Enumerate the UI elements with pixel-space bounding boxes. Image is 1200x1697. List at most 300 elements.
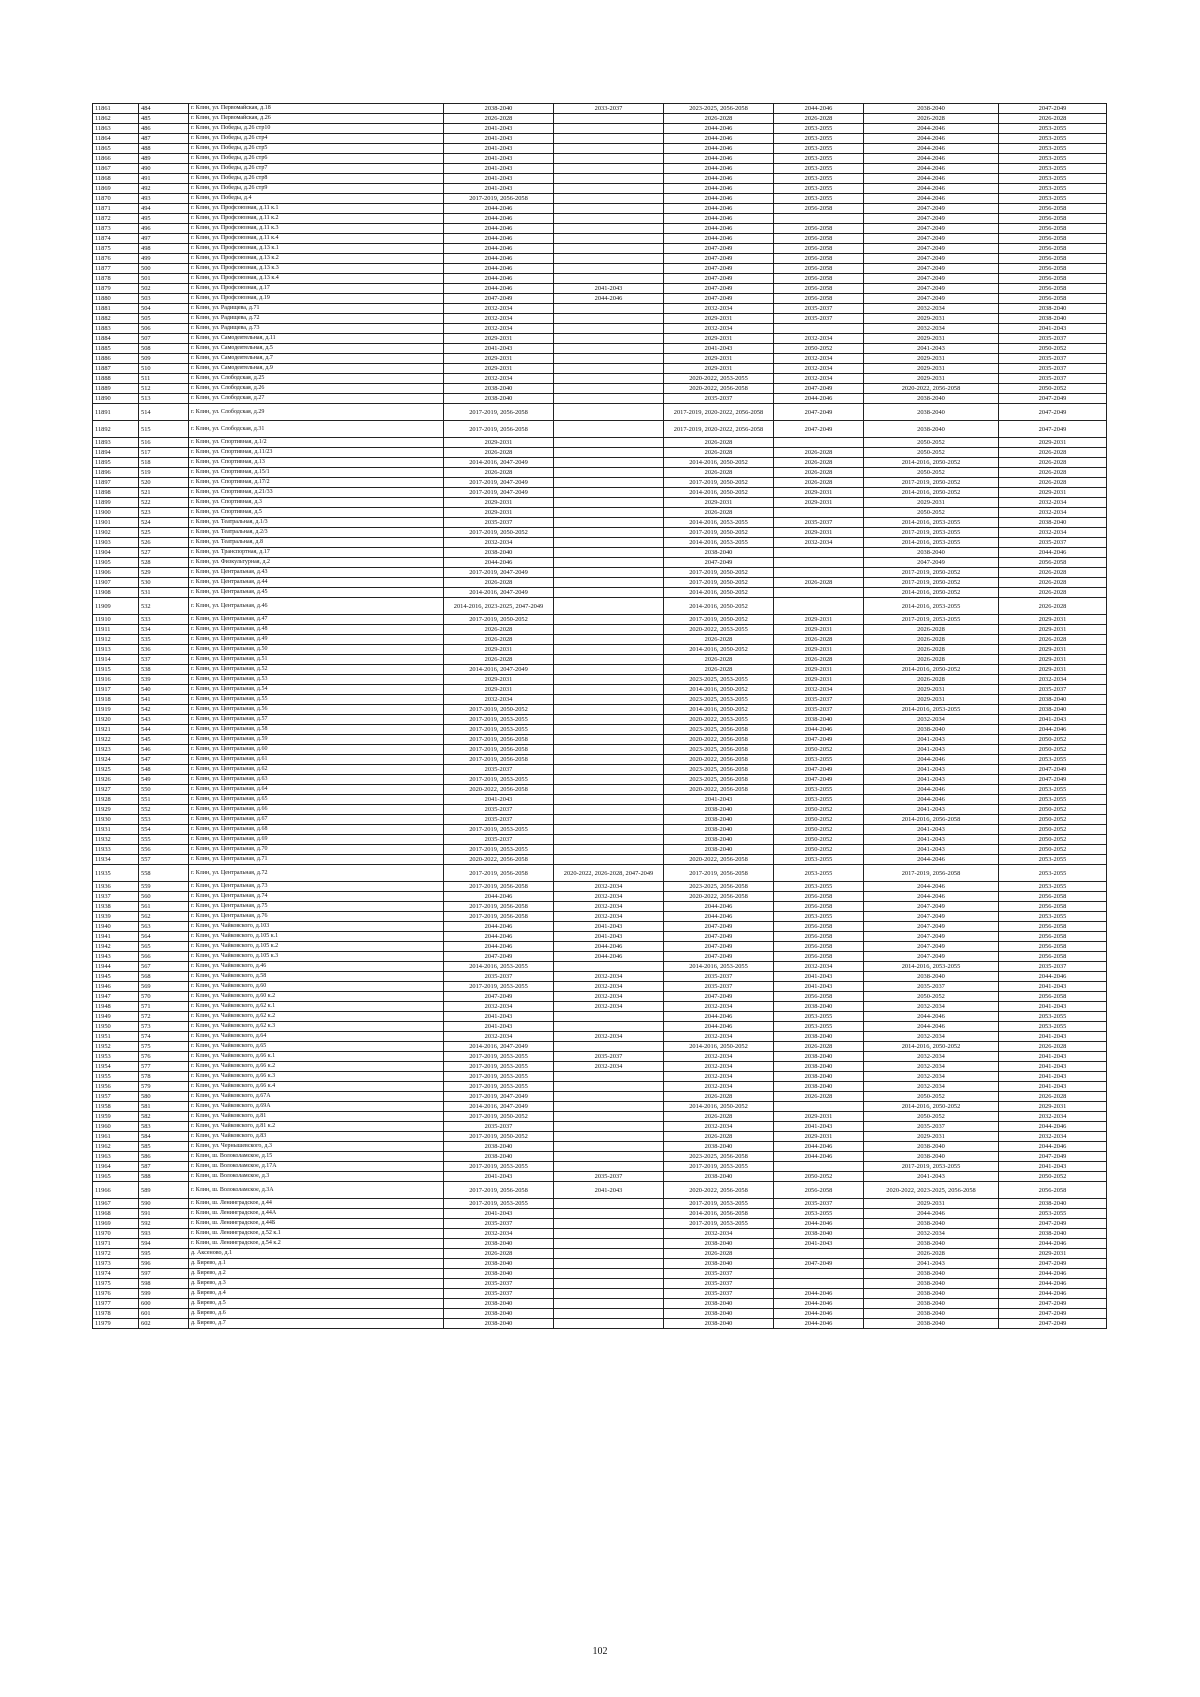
table-row [93,558,1107,568]
table-cell: г. Клин, ш. Ленинградское, д.44А [189,1209,444,1219]
table-cell: 2038-2040 [864,1269,999,1279]
table-cell: 2023-2025, 2056-2058 [664,104,774,114]
table-cell: 2056-2058 [999,254,1107,264]
table-cell: 2053-2055 [774,164,864,174]
table-cell: 2017-2019, 2053-2055 [444,825,554,835]
table-cell: 2047-2049 [864,902,999,912]
table-cell: 2035-2037 [774,705,864,715]
table-cell: 11976 [93,1289,139,1299]
table-cell: 2014-2016, 2056-2058 [664,1209,774,1219]
table-cell [554,314,664,324]
table-cell: г. Клин, ул. Центральная, д.67 [189,815,444,825]
table-cell: 2017-2019, 2050-2052 [444,705,554,715]
table-cell: 500 [139,264,189,274]
table-cell: 2041-2043 [444,154,554,164]
table-cell: г. Клин, ул. Чайковского, д.105 к.2 [189,942,444,952]
table-cell: г. Клин, ул. Театральная, д.2/3 [189,528,444,538]
table-cell: 2056-2058 [999,234,1107,244]
table-cell: 2047-2049 [664,284,774,294]
table-cell: 2026-2028 [664,1092,774,1102]
table-cell: 557 [139,855,189,865]
table-cell: 2041-2043 [999,324,1107,334]
table-cell: 2056-2058 [774,224,864,234]
table-cell: 2017-2019, 2056-2058 [444,882,554,892]
table-cell [554,224,664,234]
table-cell: 2038-2040 [774,1072,864,1082]
table-cell [774,324,864,334]
table-cell: 11877 [93,264,139,274]
table-cell: 11968 [93,1209,139,1219]
table-row [93,805,1107,815]
table-cell: 11977 [93,1299,139,1309]
table-cell: 2029-2031 [444,508,554,518]
table-cell: 549 [139,775,189,785]
table-cell: 516 [139,438,189,448]
table-cell [554,1259,664,1269]
table-cell: 2044-2046 [864,144,999,154]
table-cell: 11940 [93,922,139,932]
table-cell: 514 [139,404,189,421]
table-cell: 11893 [93,438,139,448]
table-row [93,294,1107,304]
table-cell: 2017-2019, 2050-2052 [864,578,999,588]
table-cell [554,1289,664,1299]
table-row [93,164,1107,174]
table-cell: 2041-2043 [864,1172,999,1182]
table-cell: 484 [139,104,189,114]
table-cell: 2026-2028 [774,114,864,124]
table-cell: 2047-2049 [864,922,999,932]
table-cell: 2026-2028 [999,448,1107,458]
table-cell: 2050-2052 [999,845,1107,855]
table-cell: г. Клин, ул. Центральная, д.50 [189,645,444,655]
table-cell: 11936 [93,882,139,892]
table-cell: 2014-2016, 2050-2052 [864,488,999,498]
table-cell [554,458,664,468]
table-cell [554,962,664,972]
table-cell: 2014-2016, 2056-2058 [864,815,999,825]
table-cell: 11939 [93,912,139,922]
table-cell: 11955 [93,1072,139,1082]
table-cell: г. Клин, ул. Центральная, д.56 [189,705,444,715]
table-cell: 2044-2046 [664,194,774,204]
table-cell: г. Клин, ул. Чайковского, д.69А [189,1102,444,1112]
table-cell: 2047-2049 [999,1309,1107,1319]
table-cell: г. Клин, ул. Профсоюзная, д.11 к.2 [189,214,444,224]
table-cell: 11882 [93,314,139,324]
table-cell: 2029-2031 [774,1112,864,1122]
table-cell: 2044-2046 [864,124,999,134]
table-cell: 2056-2058 [999,902,1107,912]
table-cell: 11974 [93,1269,139,1279]
table-cell: 2041-2043 [864,825,999,835]
table-cell [774,1102,864,1112]
table-cell: 2047-2049 [999,104,1107,114]
table-row [93,458,1107,468]
table-cell: 2026-2028 [999,568,1107,578]
table-cell: 11918 [93,695,139,705]
table-row [93,1249,1107,1259]
table-cell: 2044-2046 [444,254,554,264]
table-row [93,588,1107,598]
table-cell: 2017-2019, 2050-2052 [864,568,999,578]
table-cell: 2050-2052 [864,448,999,458]
table-cell: 588 [139,1172,189,1182]
table-cell: 2035-2037 [774,314,864,324]
table-cell: 542 [139,705,189,715]
table-cell: 2029-2031 [864,314,999,324]
table-cell: 2050-2052 [864,1092,999,1102]
table-cell: 2047-2049 [864,224,999,234]
table-cell: 2014-2016, 2050-2052 [664,598,774,615]
table-row [93,214,1107,224]
table-cell: г. Клин, ул. Самодеятельная, д.5 [189,344,444,354]
table-cell: 485 [139,114,189,124]
table-cell: 2053-2055 [999,882,1107,892]
table-cell: 510 [139,364,189,374]
table-cell: д. Бирево, д.3 [189,1279,444,1289]
table-cell: 2014-2016, 2053-2055 [664,962,774,972]
table-cell: 2038-2040 [864,1279,999,1289]
table-cell: 2050-2052 [774,825,864,835]
table-cell: 535 [139,635,189,645]
table-cell: 2047-2049 [864,284,999,294]
table-cell: 504 [139,304,189,314]
table-cell: 517 [139,448,189,458]
table-cell: г. Клин, ш. Ленинградское, д.44Б [189,1219,444,1229]
table-cell: г. Клин, ул. Чайковского, д.64 [189,1032,444,1042]
table-row [93,1182,1107,1199]
table-cell: 2017-2019, 2053-2055 [444,1052,554,1062]
table-cell: 2035-2037 [774,518,864,528]
table-cell: 2041-2043 [999,1052,1107,1062]
table-cell: 2032-2034 [554,902,664,912]
table-cell: 2035-2037 [664,972,774,982]
table-row [93,1269,1107,1279]
table-cell: 2029-2031 [774,615,864,625]
table-cell: 2050-2052 [774,745,864,755]
table-cell: 2020-2022, 2056-2058 [664,785,774,795]
table-cell: 2032-2034 [999,1112,1107,1122]
table-cell [554,1279,664,1289]
table-cell: 586 [139,1152,189,1162]
table-cell: г. Клин, ул. Чайковского, д.46 [189,962,444,972]
table-cell: 2050-2052 [774,845,864,855]
table-cell: 2035-2037 [664,982,774,992]
table-cell: 2014-2016, 2047-2049 [444,665,554,675]
table-cell: 2056-2058 [774,254,864,264]
table-cell: 2017-2019, 2053-2055 [864,615,999,625]
table-cell: 538 [139,665,189,675]
table-cell: 11959 [93,1112,139,1122]
table-cell: 2032-2034 [999,1132,1107,1142]
table-cell: 2047-2049 [664,244,774,254]
table-cell: г. Клин, ул. Слободская, д.26 [189,384,444,394]
table-cell: 11921 [93,725,139,735]
table-cell: г. Клин, ул. Центральная, д.47 [189,615,444,625]
table-cell: 2029-2031 [999,665,1107,675]
table-cell: 495 [139,214,189,224]
table-cell: 487 [139,134,189,144]
table-cell: 2032-2034 [664,1062,774,1072]
table-cell: 2044-2046 [664,912,774,922]
table-cell: 2053-2055 [774,865,864,882]
table-cell: 566 [139,952,189,962]
table-cell: 2017-2019, 2050-2052 [664,528,774,538]
table-cell: 2017-2019, 2053-2055 [664,1219,774,1229]
table-cell: 2050-2052 [864,992,999,1002]
table-cell: 2041-2043 [554,284,664,294]
table-cell: 2047-2049 [774,775,864,785]
table-cell: г. Клин, ул. Центральная, д.72 [189,865,444,882]
table-cell: 11903 [93,538,139,548]
table-cell: 2044-2046 [664,164,774,174]
table-cell: 2047-2049 [999,1299,1107,1309]
table-cell: 511 [139,374,189,384]
table-row [93,615,1107,625]
table-cell: 2044-2046 [999,972,1107,982]
table-cell: 2029-2031 [999,438,1107,448]
table-cell: 2026-2028 [664,1132,774,1142]
table-cell: г. Клин, ул. Первомайская, д.18 [189,104,444,114]
table-cell [554,1102,664,1112]
table-cell: 2026-2028 [999,114,1107,124]
table-cell: 2053-2055 [774,912,864,922]
table-cell: 2047-2049 [664,274,774,284]
table-cell: 2026-2028 [999,458,1107,468]
table-cell: г. Клин, ул. Чайковского, д.105 к.3 [189,952,444,962]
table-cell [554,745,664,755]
table-cell: 2044-2046 [664,134,774,144]
table-cell [554,394,664,404]
table-cell: г. Клин, ул. Чайковского, д.66 к.2 [189,1062,444,1072]
table-cell: 2044-2046 [444,264,554,274]
table-cell: 11885 [93,344,139,354]
table-cell: 2056-2058 [999,274,1107,284]
table-cell: 2038-2040 [864,548,999,558]
table-cell [554,598,664,615]
table-row [93,1052,1107,1062]
table-cell: 2041-2043 [999,1082,1107,1092]
table-cell: 11911 [93,625,139,635]
table-cell: 2038-2040 [864,404,999,421]
table-cell: 2032-2034 [774,538,864,548]
table-cell [554,805,664,815]
table-cell: 2056-2058 [999,244,1107,254]
table-row [93,528,1107,538]
table-cell: г. Клин, ул. Центральная, д.49 [189,635,444,645]
table-cell: 11972 [93,1249,139,1259]
table-cell [554,144,664,154]
table-cell: 2032-2034 [999,508,1107,518]
table-cell: 520 [139,478,189,488]
table-cell: 579 [139,1082,189,1092]
table-cell: 2026-2028 [999,1042,1107,1052]
table-cell: 11869 [93,184,139,194]
table-cell: 515 [139,421,189,438]
table-cell: 2044-2046 [554,294,664,304]
table-cell: 2056-2058 [774,892,864,902]
table-cell: г. Клин, ул. Центральная, д.54 [189,685,444,695]
table-cell: 2041-2043 [864,344,999,354]
table-cell: 2026-2028 [444,114,554,124]
table-row [93,1072,1107,1082]
table-cell: 2032-2034 [554,972,664,982]
table-cell [554,1299,664,1309]
table-cell: 2041-2043 [444,164,554,174]
table-cell: 2032-2034 [554,1062,664,1072]
table-row [93,1172,1107,1182]
table-row [93,745,1107,755]
table-cell: г. Клин, ул. Победы, д.4 [189,194,444,204]
table-cell: 2056-2058 [774,922,864,932]
table-cell: 561 [139,902,189,912]
table-cell: 2038-2040 [774,1052,864,1062]
table-cell: 2026-2028 [664,448,774,458]
table-cell: 2023-2025, 2053-2055 [664,695,774,705]
table-cell: 2014-2016, 2047-2049 [444,1102,554,1112]
table-cell: 585 [139,1142,189,1152]
table-cell [554,468,664,478]
table-cell: 2044-2046 [864,134,999,144]
table-cell: 2032-2034 [444,1002,554,1012]
table-cell: 2020-2022, 2056-2058 [664,755,774,765]
table-cell: 2026-2028 [999,478,1107,488]
table-cell [554,755,664,765]
table-cell: 11892 [93,421,139,438]
table-row [93,765,1107,775]
table-cell: г. Клин, ул. Центральная, д.65 [189,795,444,805]
table-cell: 582 [139,1112,189,1122]
table-cell: 2017-2019, 2050-2052 [664,478,774,488]
table-cell: 2053-2055 [999,912,1107,922]
table-cell: 2044-2046 [554,952,664,962]
table-cell: 11863 [93,124,139,134]
table-cell [554,635,664,645]
table-cell: г. Клин, ул. Чайковского, д.62 к.3 [189,1022,444,1032]
table-cell: 2053-2055 [774,194,864,204]
table-cell: 2038-2040 [444,1309,554,1319]
table-cell [554,775,664,785]
table-cell: 2053-2055 [999,144,1107,154]
table-row [93,835,1107,845]
table-cell: 11919 [93,705,139,715]
table-row [93,735,1107,745]
table-cell: 2056-2058 [999,224,1107,234]
table-cell: д. Бирево, д.6 [189,1309,444,1319]
table-cell: 506 [139,324,189,334]
table-cell: 2047-2049 [864,254,999,264]
table-cell: г. Клин, ул. Центральная, д.69 [189,835,444,845]
table-cell: 2050-2052 [999,835,1107,845]
data-table [92,103,1107,1329]
table-cell [554,1319,664,1329]
table-cell [554,1132,664,1142]
table-cell: 2020-2022, 2056-2058 [664,855,774,865]
table-cell: 2017-2019, 2053-2055 [864,528,999,538]
table-cell: 2044-2046 [444,204,554,214]
table-cell: 2056-2058 [774,284,864,294]
table-cell: 11871 [93,204,139,214]
table-cell: г. Клин, ул. Профсоюзная, д.13 к.2 [189,254,444,264]
table-cell: 2029-2031 [774,528,864,538]
table-row [93,104,1107,114]
table-cell: г. Клин, ул. Центральная, д.45 [189,588,444,598]
table-cell: 2017-2019, 2053-2055 [664,1162,774,1172]
table-cell [554,421,664,438]
table-cell: 2041-2043 [554,922,664,932]
table-cell: 2056-2058 [774,294,864,304]
table-cell: 2053-2055 [999,194,1107,204]
table-row [93,942,1107,952]
table-cell [554,214,664,224]
table-cell [554,204,664,214]
table-cell: 491 [139,174,189,184]
table-cell: 2035-2037 [864,1122,999,1132]
table-cell: 2044-2046 [664,234,774,244]
table-cell: 2029-2031 [774,645,864,655]
table-cell: 2020-2022, 2056-2058 [664,1182,774,1199]
table-cell: 502 [139,284,189,294]
table-cell: 2035-2037 [444,1219,554,1229]
table-cell: 2017-2019, 2053-2055 [444,775,554,785]
table-cell: 2056-2058 [999,922,1107,932]
table-cell: 2053-2055 [774,134,864,144]
table-cell: г. Клин, ул. Центральная, д.55 [189,695,444,705]
table-row [93,324,1107,334]
table-cell [774,1269,864,1279]
table-row [93,1152,1107,1162]
table-cell: 2038-2040 [444,1319,554,1329]
table-cell: 2026-2028 [664,508,774,518]
table-cell: 11935 [93,865,139,882]
table-cell: 2044-2046 [664,1012,774,1022]
table-cell: 2044-2046 [444,234,554,244]
table-cell: 2047-2049 [999,1152,1107,1162]
table-cell: 2020-2022, 2053-2055 [664,715,774,725]
table-cell: г. Клин, ул. Слободская, д.29 [189,404,444,421]
table-cell: 2053-2055 [999,1012,1107,1022]
table-cell: 2047-2049 [864,912,999,922]
table-cell: 2041-2043 [999,715,1107,725]
table-cell: 2047-2049 [864,558,999,568]
table-cell: 2038-2040 [664,815,774,825]
table-cell: 601 [139,1309,189,1319]
table-cell: 2026-2028 [664,1249,774,1259]
table-row [93,705,1107,715]
table-cell [554,324,664,334]
table-cell: 543 [139,715,189,725]
table-cell: 509 [139,354,189,364]
table-cell: 2050-2052 [999,825,1107,835]
table-cell: 2035-2037 [444,765,554,775]
table-cell [774,1279,864,1289]
table-cell: г. Клин, ул. Спортивная, д.5 [189,508,444,518]
table-cell: 2017-2019, 2053-2055 [444,1199,554,1209]
table-cell: 2029-2031 [999,645,1107,655]
table-cell: г. Клин, ул. Слободская, д.31 [189,421,444,438]
table-cell: 2029-2031 [999,615,1107,625]
table-cell: 490 [139,164,189,174]
table-row [93,548,1107,558]
table-cell: 2041-2043 [664,344,774,354]
table-cell: 2044-2046 [864,892,999,902]
table-row [93,1042,1107,1052]
table-cell: 512 [139,384,189,394]
table-cell: 2017-2019, 2020-2022, 2056-2058 [664,421,774,438]
table-cell: 11946 [93,982,139,992]
table-row [93,1082,1107,1092]
